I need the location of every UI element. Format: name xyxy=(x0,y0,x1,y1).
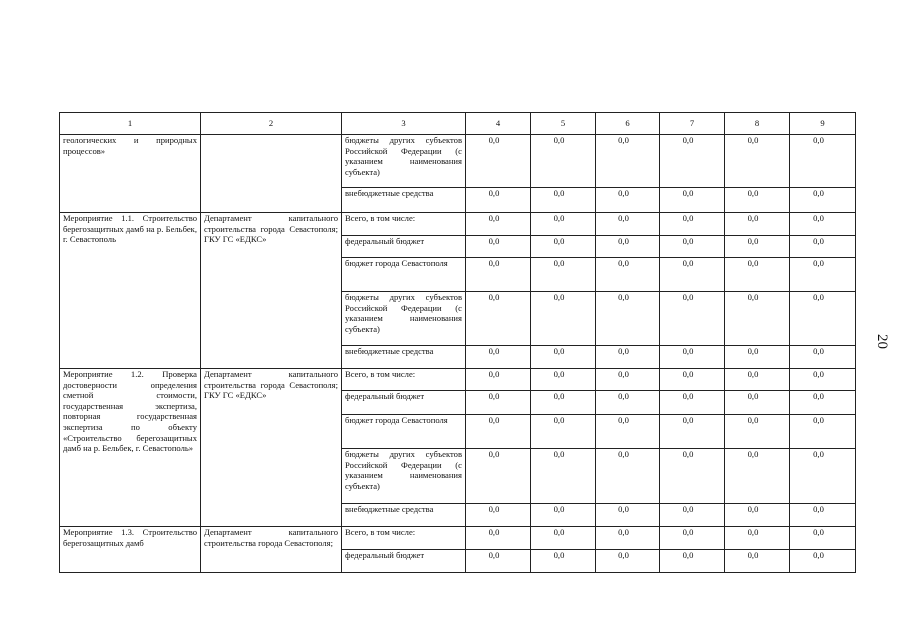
value-cell: 0,0 xyxy=(660,135,725,188)
value-cell: 0,0 xyxy=(660,188,725,213)
executor-cell xyxy=(201,135,342,213)
page-number: 20 xyxy=(874,334,890,349)
funding-source-cell: Всего, в том числе: xyxy=(342,369,466,391)
value-cell: 0,0 xyxy=(790,449,856,504)
value-cell: 0,0 xyxy=(725,391,790,415)
value-cell: 0,0 xyxy=(466,213,531,236)
value-cell: 0,0 xyxy=(531,258,596,292)
value-cell: 0,0 xyxy=(725,188,790,213)
value-cell: 0,0 xyxy=(660,415,725,449)
column-header: 8 xyxy=(725,113,790,135)
value-cell: 0,0 xyxy=(660,258,725,292)
value-cell: 0,0 xyxy=(596,415,660,449)
executor-cell: Департамент капитального строительства города Севастополя; xyxy=(201,527,342,573)
value-cell: 0,0 xyxy=(660,449,725,504)
value-cell: 0,0 xyxy=(725,415,790,449)
value-cell: 0,0 xyxy=(596,236,660,258)
value-cell: 0,0 xyxy=(531,391,596,415)
funding-source-cell: внебюджетные средства xyxy=(342,188,466,213)
funding-source-cell: бюджеты других субъектов Российской Федерации (с указанием наименования субъекта) xyxy=(342,135,466,188)
funding-source-cell: внебюджетные средства xyxy=(342,346,466,369)
value-cell: 0,0 xyxy=(790,236,856,258)
funding-source-cell: бюджет города Севастополя xyxy=(342,415,466,449)
value-cell: 0,0 xyxy=(596,527,660,550)
value-cell: 0,0 xyxy=(531,449,596,504)
table-row xyxy=(60,135,856,188)
value-cell: 0,0 xyxy=(466,369,531,391)
value-cell: 0,0 xyxy=(466,527,531,550)
value-cell: 0,0 xyxy=(790,550,856,573)
executor-cell: Департамент капитального строительства города Севастополя; ГКУ ГС «ЕДКС» xyxy=(201,369,342,527)
value-cell: 0,0 xyxy=(790,346,856,369)
column-header: 4 xyxy=(466,113,531,135)
value-cell: 0,0 xyxy=(660,236,725,258)
value-cell: 0,0 xyxy=(466,415,531,449)
column-header: 7 xyxy=(660,113,725,135)
column-header: 5 xyxy=(531,113,596,135)
value-cell: 0,0 xyxy=(790,292,856,346)
value-cell: 0,0 xyxy=(531,415,596,449)
value-cell: 0,0 xyxy=(466,258,531,292)
column-header: 1 xyxy=(60,113,201,135)
funding-source-cell: внебюджетные средства xyxy=(342,504,466,527)
value-cell: 0,0 xyxy=(466,188,531,213)
table-row xyxy=(60,213,856,236)
value-cell: 0,0 xyxy=(725,213,790,236)
value-cell: 0,0 xyxy=(531,550,596,573)
value-cell: 0,0 xyxy=(660,213,725,236)
value-cell: 0,0 xyxy=(466,135,531,188)
funding-source-cell: федеральный бюджет xyxy=(342,550,466,573)
value-cell: 0,0 xyxy=(790,527,856,550)
value-cell: 0,0 xyxy=(596,449,660,504)
column-header: 9 xyxy=(790,113,856,135)
value-cell: 0,0 xyxy=(725,550,790,573)
value-cell: 0,0 xyxy=(790,188,856,213)
funding-source-cell: бюджеты других субъектов Российской Федерации (с указанием наименования субъекта) xyxy=(342,292,466,346)
value-cell: 0,0 xyxy=(790,504,856,527)
value-cell: 0,0 xyxy=(531,369,596,391)
value-cell: 0,0 xyxy=(725,504,790,527)
value-cell: 0,0 xyxy=(466,449,531,504)
value-cell: 0,0 xyxy=(660,391,725,415)
value-cell: 0,0 xyxy=(660,504,725,527)
value-cell: 0,0 xyxy=(596,504,660,527)
value-cell: 0,0 xyxy=(725,292,790,346)
value-cell: 0,0 xyxy=(660,550,725,573)
value-cell: 0,0 xyxy=(725,258,790,292)
value-cell: 0,0 xyxy=(531,504,596,527)
value-cell: 0,0 xyxy=(660,369,725,391)
value-cell: 0,0 xyxy=(790,135,856,188)
value-cell: 0,0 xyxy=(790,213,856,236)
value-cell: 0,0 xyxy=(596,369,660,391)
value-cell: 0,0 xyxy=(466,550,531,573)
value-cell: 0,0 xyxy=(531,346,596,369)
value-cell: 0,0 xyxy=(466,292,531,346)
value-cell: 0,0 xyxy=(466,391,531,415)
table-row xyxy=(60,369,856,391)
value-cell: 0,0 xyxy=(596,258,660,292)
value-cell: 0,0 xyxy=(596,292,660,346)
value-cell: 0,0 xyxy=(725,236,790,258)
column-header: 3 xyxy=(342,113,466,135)
column-header: 2 xyxy=(201,113,342,135)
funding-source-cell: бюджеты других субъектов Российской Федерации (с указанием наименования субъекта) xyxy=(342,449,466,504)
value-cell: 0,0 xyxy=(531,188,596,213)
funding-source-cell: Всего, в том числе: xyxy=(342,213,466,236)
activity-name-cell: геологических и природных процессов» xyxy=(60,135,201,213)
value-cell: 0,0 xyxy=(596,135,660,188)
value-cell: 0,0 xyxy=(725,449,790,504)
value-cell: 0,0 xyxy=(596,188,660,213)
value-cell: 0,0 xyxy=(466,346,531,369)
value-cell: 0,0 xyxy=(596,550,660,573)
value-cell: 0,0 xyxy=(531,213,596,236)
activity-name-cell: Мероприятие 1.1. Строительство берегозащитных дамб на р. Бельбек, г. Севастополь xyxy=(60,213,201,369)
value-cell: 0,0 xyxy=(725,369,790,391)
value-cell: 0,0 xyxy=(596,346,660,369)
value-cell: 0,0 xyxy=(596,213,660,236)
executor-cell: Департамент капитального строительства города Севастополя; ГКУ ГС «ЕДКС» xyxy=(201,213,342,369)
value-cell: 0,0 xyxy=(790,369,856,391)
funding-source-cell: федеральный бюджет xyxy=(342,391,466,415)
table-header-row xyxy=(60,113,856,135)
value-cell: 0,0 xyxy=(790,258,856,292)
funding-table xyxy=(59,112,856,573)
value-cell: 0,0 xyxy=(466,504,531,527)
value-cell: 0,0 xyxy=(531,236,596,258)
value-cell: 0,0 xyxy=(725,527,790,550)
activity-name-cell: Мероприятие 1.2. Проверка достоверности определения сметной стоимости, государственная экспертиза, повторная государственная экспертиза по объекту «Строительство берегозащитных дамб на р. Бельбек, г. Севастополь» xyxy=(60,369,201,527)
value-cell: 0,0 xyxy=(660,527,725,550)
value-cell: 0,0 xyxy=(466,236,531,258)
value-cell: 0,0 xyxy=(790,391,856,415)
value-cell: 0,0 xyxy=(531,292,596,346)
funding-source-cell: федеральный бюджет xyxy=(342,236,466,258)
column-header: 6 xyxy=(596,113,660,135)
activity-name-cell: Мероприятие 1.3. Строительство берегозащитных дамб xyxy=(60,527,201,573)
value-cell: 0,0 xyxy=(660,346,725,369)
value-cell: 0,0 xyxy=(725,346,790,369)
value-cell: 0,0 xyxy=(660,292,725,346)
funding-source-cell: бюджет города Севастополя xyxy=(342,258,466,292)
value-cell: 0,0 xyxy=(790,415,856,449)
table-row xyxy=(60,527,856,550)
value-cell: 0,0 xyxy=(725,135,790,188)
funding-source-cell: Всего, в том числе: xyxy=(342,527,466,550)
value-cell: 0,0 xyxy=(596,391,660,415)
value-cell: 0,0 xyxy=(531,527,596,550)
value-cell: 0,0 xyxy=(531,135,596,188)
